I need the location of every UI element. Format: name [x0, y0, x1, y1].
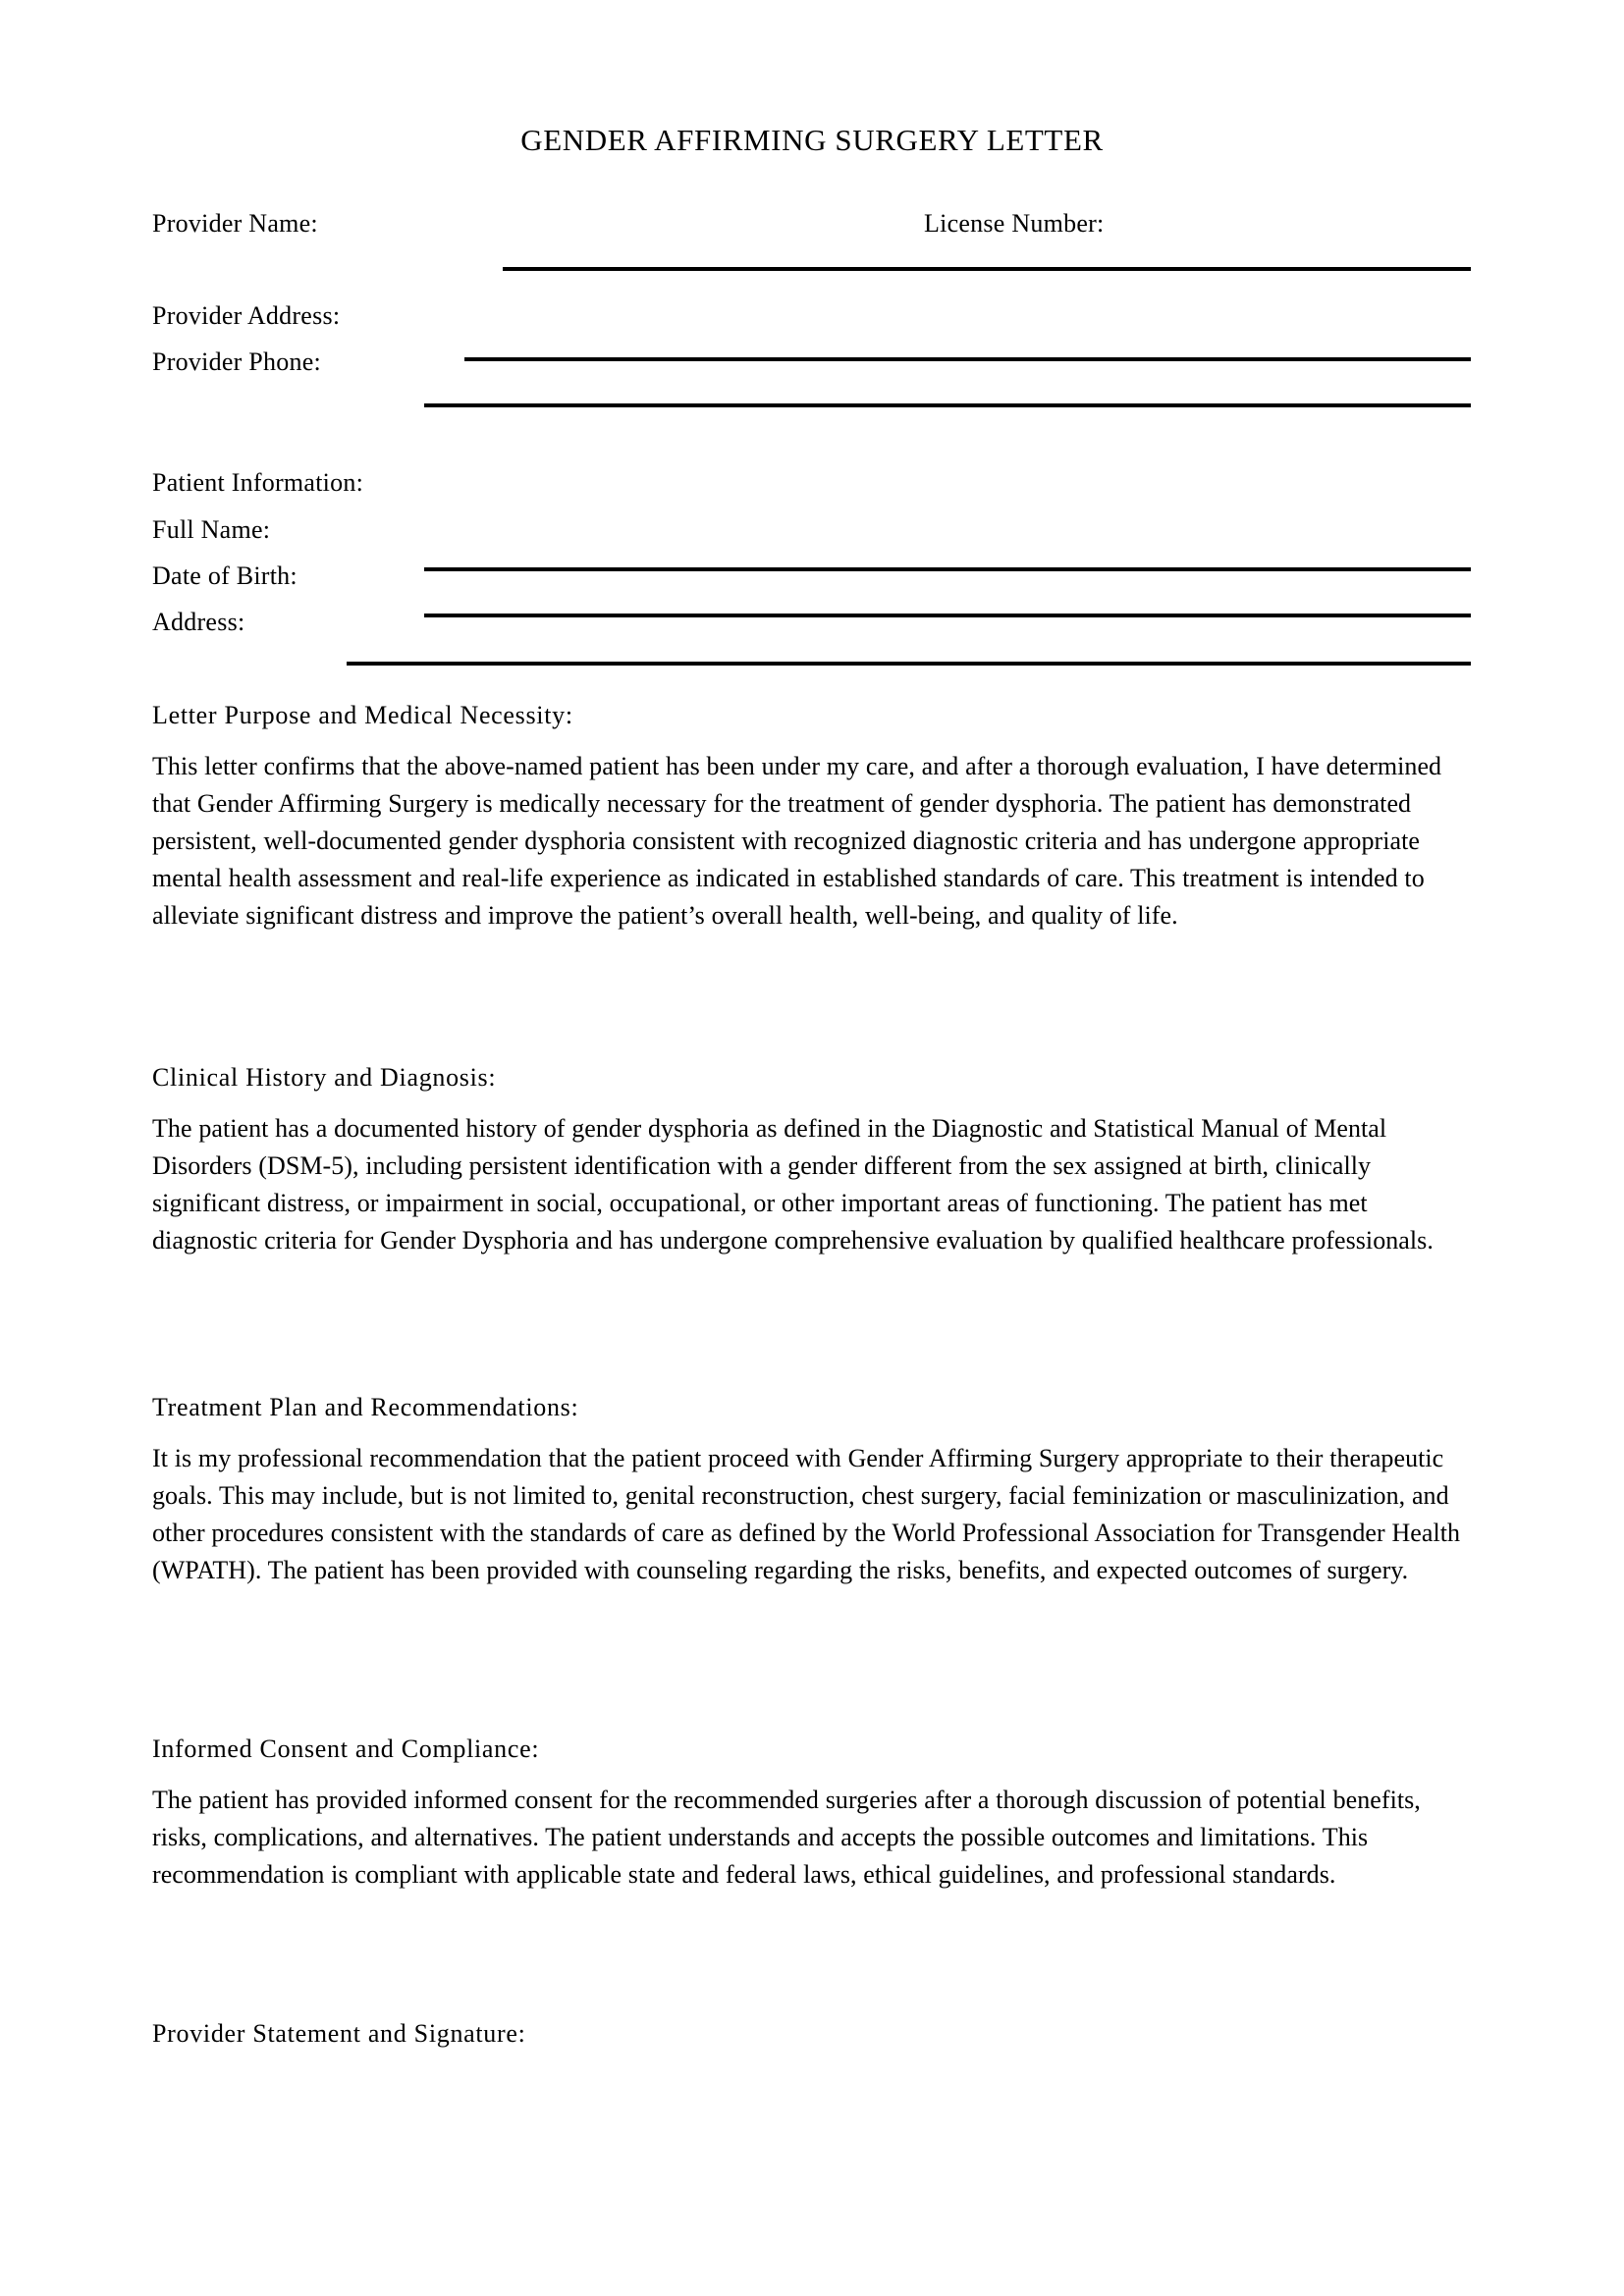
section-heading-treatment-plan: Treatment Plan and Recommendations: — [152, 1393, 579, 1421]
full-name-label: Full Name: — [152, 515, 271, 544]
full-name-input-line[interactable] — [424, 567, 1471, 571]
provider-name-label: Provider Name: — [152, 209, 318, 238]
date-of-birth-label: Date of Birth: — [152, 561, 298, 590]
date-of-birth-input-line[interactable] — [424, 614, 1471, 617]
provider-address-input-line[interactable] — [464, 357, 1471, 361]
provider-phone-label: Provider Phone: — [152, 347, 322, 376]
patient-address-input-line[interactable] — [347, 662, 1471, 666]
provider-address-label: Provider Address: — [152, 301, 341, 330]
section-body-informed-consent: The patient has provided informed consent for the recommended surgeries after a thorough discussion of potential benefits, risks, complications, and alternatives. The patient understands and accepts the possible outcomes and limitations. This recommendation is compliant with applicable state and federal laws, ethical guidelines, and professional standards. — [152, 1786, 1421, 1889]
section-heading-provider-signature: Provider Statement and Signature: — [152, 2019, 526, 2048]
section-body-clinical-history: The patient has a documented history of gender dysphoria as defined in the Diagnostic and Statistical Manual of Mental Disorders (DSM-5), including persistent identification with a gender different from the sex assigned at birth, clinically significant distress, or impairment in social, occupational, or other important areas of functioning. The patient has met diagnostic criteria for Gender Dysphoria and has undergone comprehensive evaluation by qualified healthcare professionals. — [152, 1114, 1434, 1255]
section-body-letter-purpose: This letter confirms that the above-named patient has been under my care, and after a thorough evaluation, I have determined that Gender Affirming Surgery is medically necessary for the treatment of gender dysphoria. The patient has demonstrated persistent, well-documented gender dysphoria consistent with recognized diagnostic criteria and has undergone appropriate mental health assessment and real-life experience as indicated in established standards of care. This treatment is intended to alleviate significant distress and improve the patient’s overall health, well-being, and quality of life. — [152, 752, 1442, 930]
patient-information-heading: Patient Information: — [152, 468, 364, 497]
section-body-treatment-plan: It is my professional recommendation that the patient proceed with Gender Affirming Surgery appropriate to their therapeutic goals. This may include, but is not limited to, genital reconstruction, chest surgery, facial feminization or masculinization, and other procedures consistent with the standards of care as defined by the World Professional Association for Transgender Health (WPATH). The patient has been provided with counseling regarding the risks, benefits, and expected outcomes of surgery. — [152, 1444, 1461, 1584]
page-title: GENDER AFFIRMING SURGERY LETTER — [520, 123, 1104, 157]
section-heading-clinical-history: Clinical History and Diagnosis: — [152, 1063, 497, 1092]
provider-phone-input-line[interactable] — [424, 403, 1471, 407]
provider-name-input-line[interactable] — [503, 267, 1471, 271]
patient-address-label: Address: — [152, 608, 245, 636]
section-heading-letter-purpose: Letter Purpose and Medical Necessity: — [152, 701, 573, 729]
license-number-label: License Number: — [924, 209, 1105, 238]
section-heading-informed-consent: Informed Consent and Compliance: — [152, 1735, 540, 1763]
